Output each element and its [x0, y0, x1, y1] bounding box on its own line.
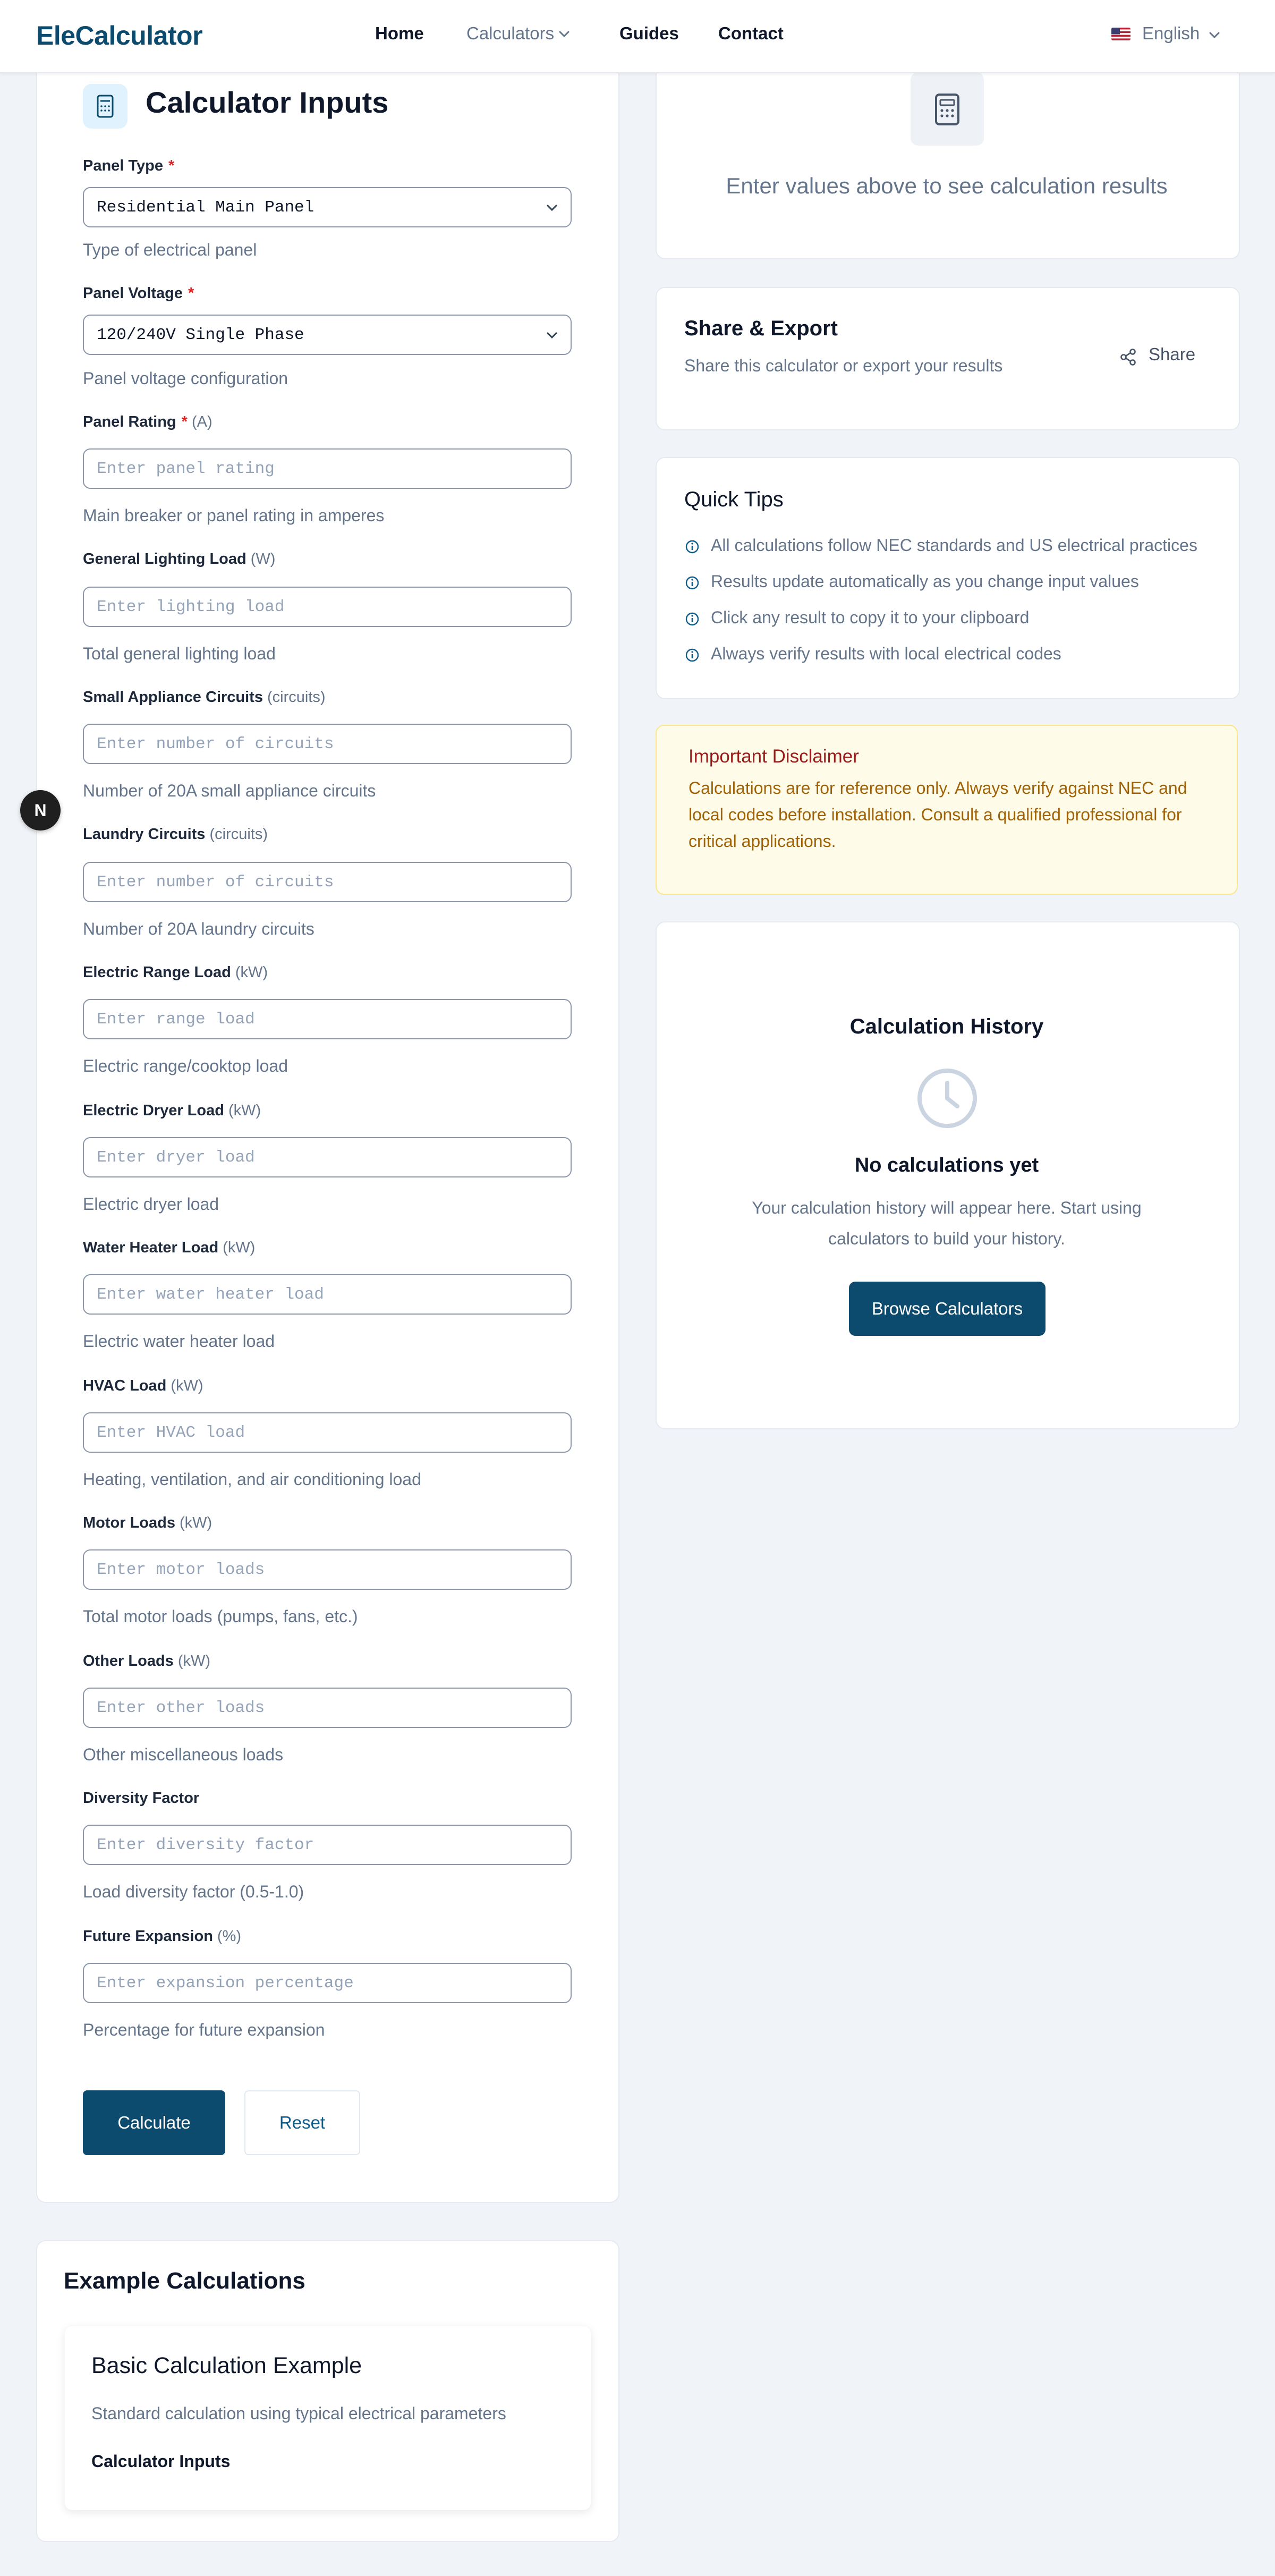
quick-tips-title: Quick Tips	[684, 488, 784, 511]
label-text: Panel Voltage	[83, 285, 183, 302]
us-flag-icon	[1111, 28, 1130, 40]
field-label-panel-voltage	[83, 285, 194, 302]
label-text: Future Expansion	[83, 1928, 213, 1945]
field-help-laundry: Number of 20A laundry circuits	[83, 919, 314, 938]
chevron-down-icon[interactable]	[558, 30, 571, 38]
floating-avatar[interactable]: N	[20, 790, 61, 831]
unit-text: (kW)	[180, 1514, 212, 1531]
label-text: General Lighting Load	[83, 550, 246, 567]
field-label-water-heater	[83, 1239, 255, 1257]
share-title: Share & Export	[684, 317, 838, 340]
clock-icon	[916, 1067, 979, 1130]
field-help-dryer-load: Electric dryer load	[83, 1194, 219, 1214]
share-icon	[1119, 348, 1138, 367]
info-icon	[684, 539, 700, 555]
unit-text: (A)	[191, 413, 212, 430]
example-section-title: Example Calculations	[64, 2268, 305, 2294]
unit-text: (%)	[217, 1928, 242, 1945]
field-label-panel-rating	[83, 413, 212, 431]
field-help-small-appliance: Number of 20A small appliance circuits	[83, 781, 376, 800]
example-inputs-heading: Calculator Inputs	[91, 2452, 231, 2471]
section-title: Calculator Inputs	[146, 86, 389, 119]
tip-item: Results update automatically as you change input values	[711, 572, 1139, 591]
info-icon	[684, 611, 700, 627]
field-help-range-load: Electric range/cooktop load	[83, 1056, 288, 1075]
share-description: Share this calculator or export your results	[684, 356, 1003, 375]
label-text: Panel Type	[83, 157, 163, 174]
unit-text: (kW)	[171, 1377, 203, 1394]
field-help-future-expansion: Percentage for future expansion	[83, 2020, 325, 2039]
select-value: 120/240V Single Phase	[97, 325, 304, 344]
share-button-label[interactable]: Share	[1149, 344, 1196, 364]
hvac-load-input[interactable]	[83, 1412, 572, 1453]
field-label-dryer-load	[83, 1102, 261, 1120]
lighting-load-input[interactable]	[83, 587, 572, 627]
field-help-diversity: Load diversity factor (0.5-1.0)	[83, 1882, 304, 1901]
reset-button[interactable]: Reset	[244, 2090, 360, 2155]
label-text: Panel Rating	[83, 413, 176, 430]
history-empty-description: Your calculation history will appear here. Start using calculators to build your history.	[752, 1198, 1142, 1248]
unit-text: (kW)	[228, 1102, 261, 1119]
field-help-lighting-load: Total general lighting load	[83, 644, 276, 663]
field-help-panel-voltage: Panel voltage configuration	[83, 369, 288, 388]
calculator-icon	[911, 72, 984, 146]
unit-text: (W)	[250, 550, 276, 567]
laundry-circuits-input[interactable]	[83, 862, 572, 902]
dryer-load-input[interactable]	[83, 1137, 572, 1177]
results-placeholder: Enter values above to see calculation results	[726, 173, 1168, 198]
calculator-icon	[83, 84, 128, 129]
unit-text: (kW)	[235, 964, 268, 981]
label-text: Laundry Circuits	[83, 826, 206, 843]
tip-item: Click any result to copy it to your clipboard	[711, 608, 1030, 627]
history-title: Calculation History	[849, 1015, 1044, 1038]
browse-calculators-button[interactable]: Browse Calculators	[849, 1282, 1046, 1336]
field-help-water-heater: Electric water heater load	[83, 1332, 275, 1351]
field-label-range-load	[83, 964, 268, 981]
language-selector[interactable]: English	[1142, 23, 1200, 43]
label-text: Diversity Factor	[83, 1790, 200, 1807]
unit-text: (kW)	[223, 1239, 256, 1256]
field-help-motor-loads: Total motor loads (pumps, fans, etc.)	[83, 1607, 358, 1626]
label-text: Water Heater Load	[83, 1239, 219, 1256]
unit-text: (kW)	[177, 1653, 210, 1670]
nav-guides[interactable]: Guides	[619, 23, 679, 43]
nav-calculators[interactable]: Calculators	[466, 23, 555, 43]
required-marker: *	[181, 413, 188, 430]
unit-text: (circuits)	[267, 689, 326, 706]
range-load-input[interactable]	[83, 999, 572, 1039]
required-marker: *	[188, 285, 194, 302]
info-icon	[684, 647, 700, 663]
example-item-description: Standard calculation using typical electrical parameters	[91, 2404, 506, 2423]
field-label-laundry	[83, 826, 268, 843]
label-text: Small Appliance Circuits	[83, 689, 263, 706]
chevron-down-icon	[545, 328, 559, 342]
nav-home[interactable]: Home	[375, 23, 424, 43]
brand-logo[interactable]: EleCalculator	[36, 21, 203, 50]
chevron-down-icon[interactable]	[1208, 31, 1221, 39]
disclaimer-body: Calculations are for reference only. Always verify against NEC and local codes before installation. Consult a qualified professional for critical applications.	[688, 778, 1187, 851]
other-loads-input[interactable]	[83, 1688, 572, 1728]
field-help-panel-rating: Main breaker or panel rating in amperes	[83, 506, 385, 525]
info-icon	[684, 575, 700, 591]
future-expansion-input[interactable]	[83, 1963, 572, 2003]
field-label-hvac	[83, 1377, 203, 1395]
panel-voltage-select[interactable]	[83, 315, 572, 355]
tip-item: All calculations follow NEC standards and US electrical practices	[711, 536, 1197, 555]
field-help-hvac: Heating, ventilation, and air conditioning load	[83, 1470, 421, 1489]
tip-item: Always verify results with local electrical codes	[711, 644, 1061, 663]
small-appliance-circuits-input[interactable]	[83, 724, 572, 764]
top-navbar	[0, 0, 1275, 73]
select-value: Residential Main Panel	[97, 198, 314, 217]
field-label-lighting-load	[83, 550, 275, 568]
label-text: Other Loads	[83, 1653, 174, 1670]
water-heater-load-input[interactable]	[83, 1274, 572, 1315]
field-help-other-loads: Other miscellaneous loads	[83, 1745, 284, 1764]
label-text: HVAC Load	[83, 1377, 167, 1394]
panel-rating-input[interactable]	[83, 448, 572, 489]
required-marker: *	[168, 157, 175, 174]
chevron-down-icon	[545, 201, 559, 215]
field-label-other-loads	[83, 1653, 210, 1670]
disclaimer-title: Important Disclaimer	[688, 746, 859, 767]
field-label-panel-type	[83, 157, 174, 175]
motor-loads-input[interactable]	[83, 1549, 572, 1590]
label-text: Electric Range Load	[83, 964, 231, 981]
label-text: Electric Dryer Load	[83, 1102, 224, 1119]
panel-type-select[interactable]	[83, 187, 572, 227]
field-help-panel-type: Type of electrical panel	[83, 240, 257, 259]
field-label-small-appliance	[83, 689, 326, 706]
example-item-title: Basic Calculation Example	[91, 2353, 362, 2378]
field-label-motor-loads	[83, 1514, 212, 1532]
field-label-future-expansion	[83, 1928, 241, 1945]
label-text: Motor Loads	[83, 1514, 175, 1531]
diversity-factor-input[interactable]	[83, 1825, 572, 1865]
field-label-diversity	[83, 1790, 199, 1807]
unit-text: (circuits)	[209, 826, 268, 843]
nav-contact[interactable]: Contact	[718, 23, 784, 43]
history-empty-title: No calculations yet	[854, 1154, 1039, 1176]
calculate-button[interactable]: Calculate	[83, 2090, 225, 2155]
